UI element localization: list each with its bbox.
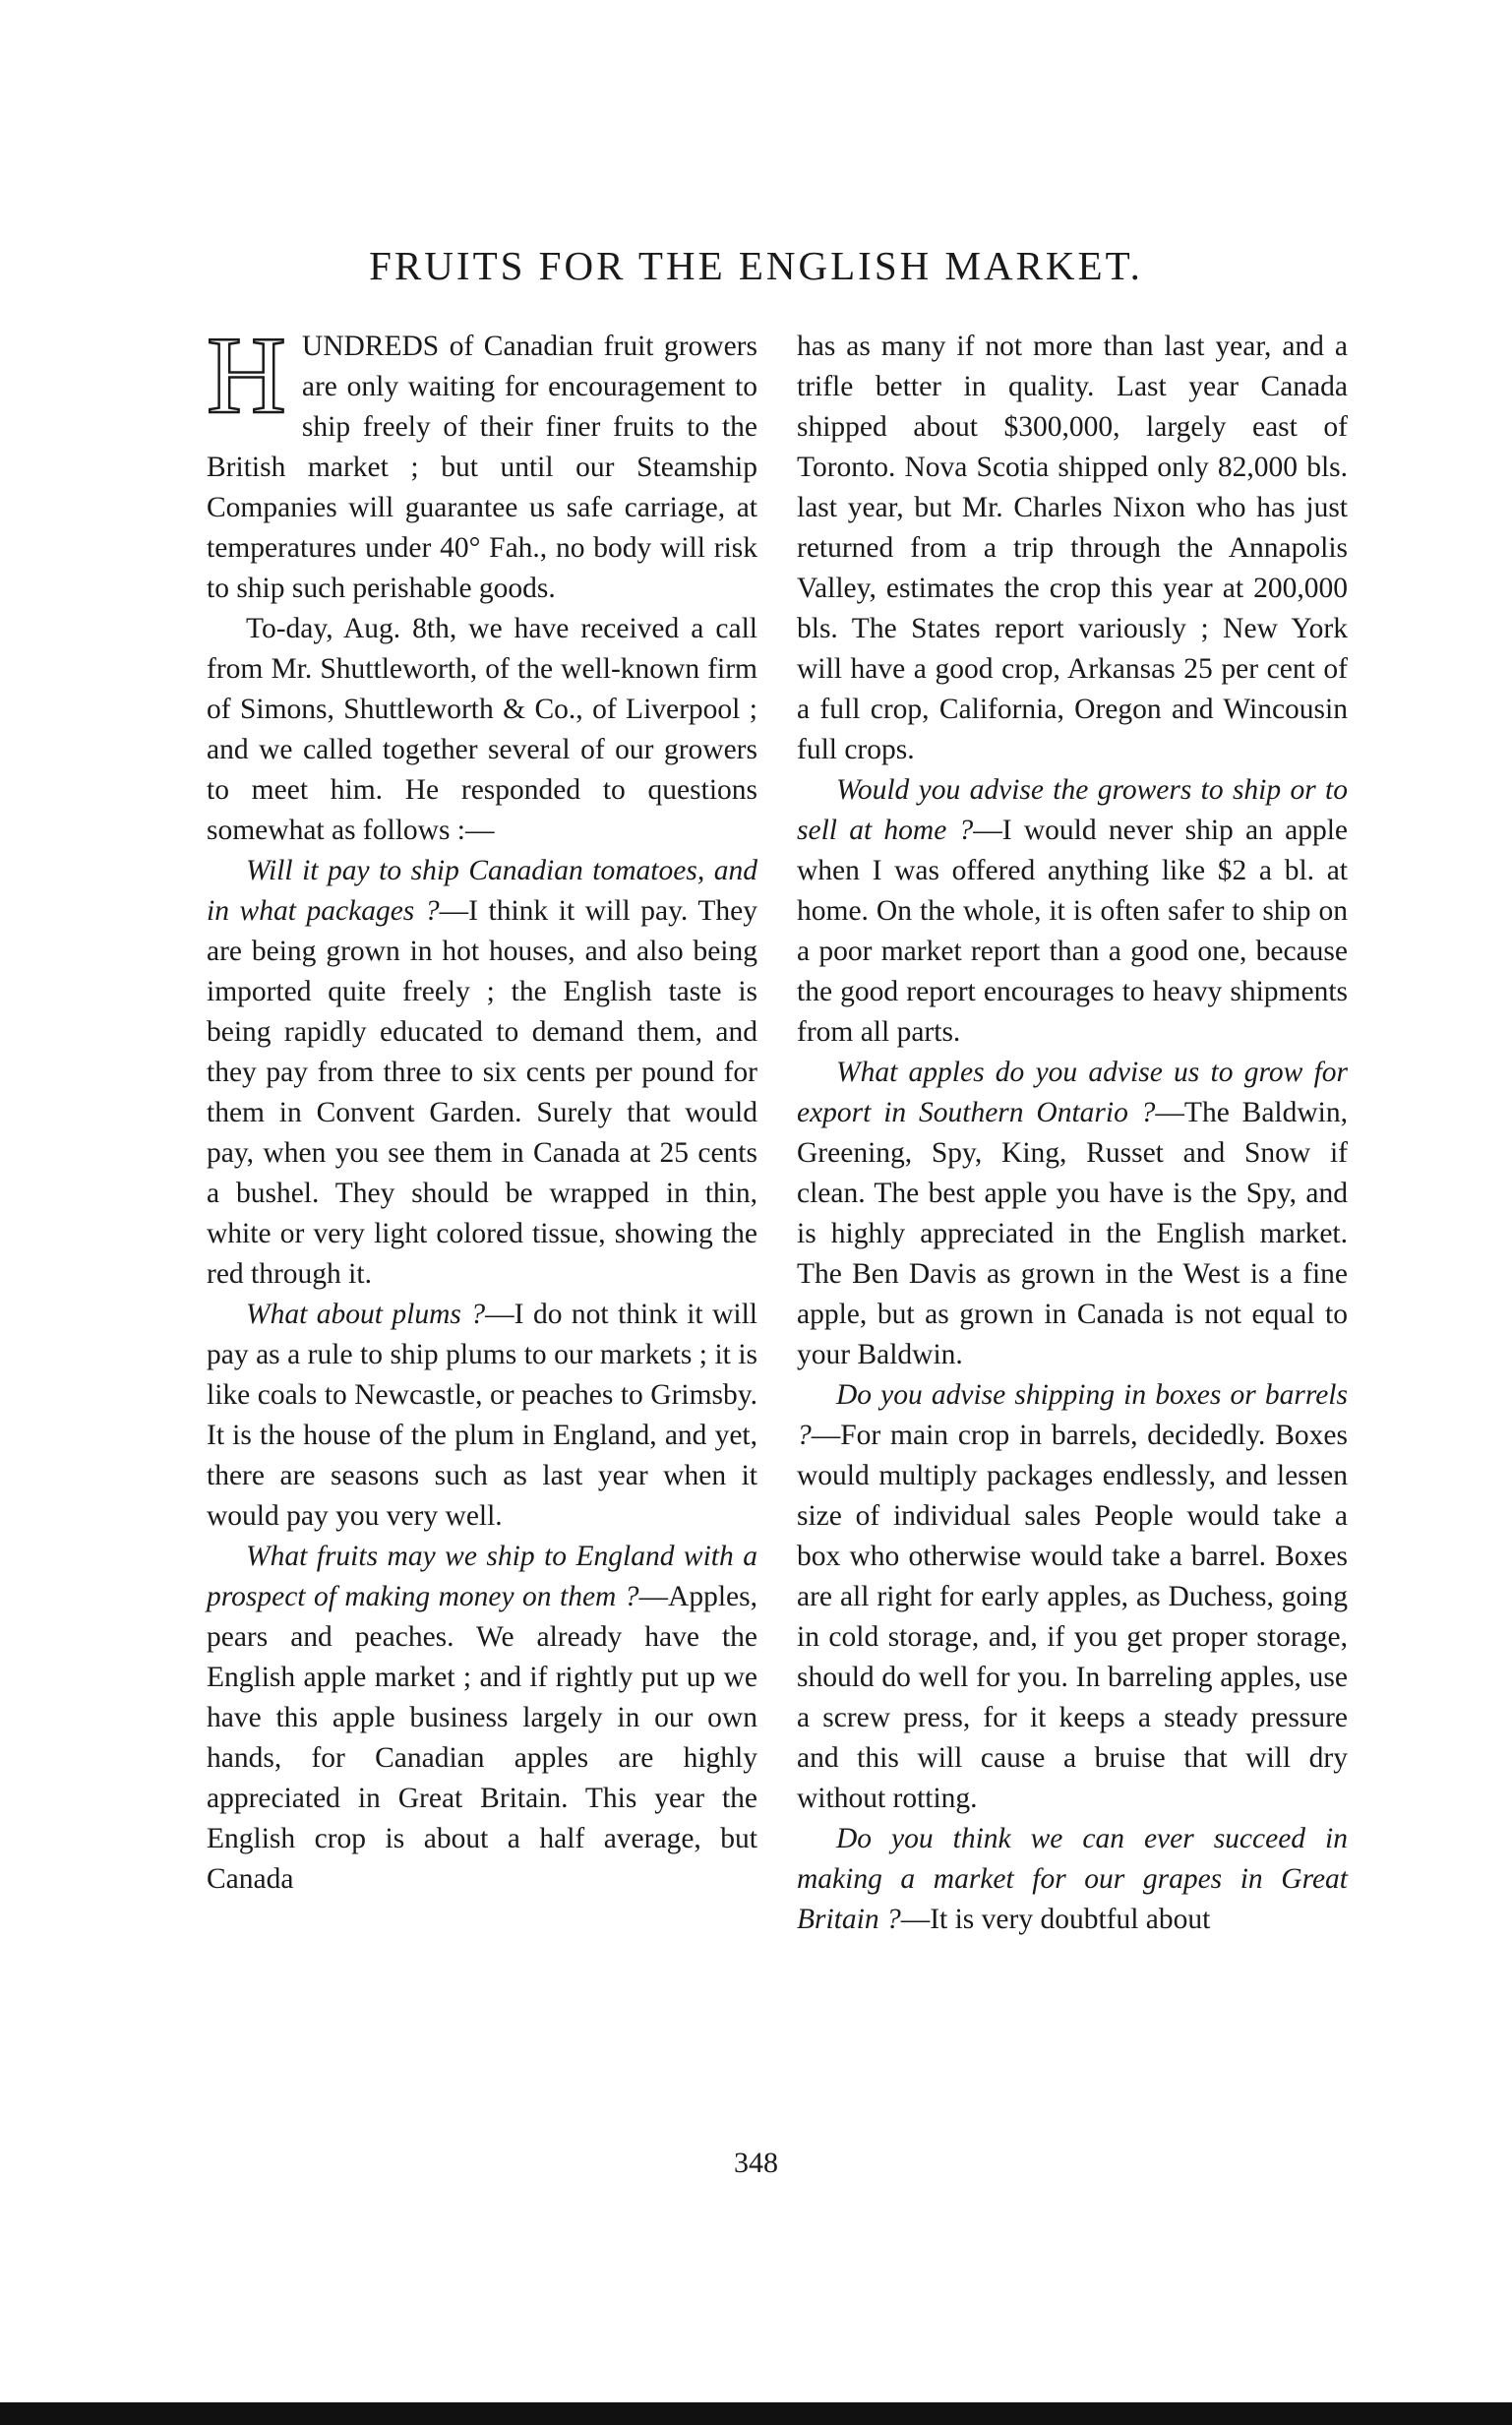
bottom-edge-bar (0, 2402, 1512, 2425)
question-apple-varieties: What apples do you advise us to grow for export in Southern Ontario ? (797, 1057, 1348, 1128)
answer-fruits: —Apples, pears and peaches. We already have the English apple market ; and if rightly put up we have this apple business largely in our own hands, for Canadian apples are highly appreciated in Great Britain. This year the English crop is about a half average, but Canada (207, 1581, 757, 1895)
question-fruits: What fruits may we ship to England with a prospect of making money on them ? (207, 1541, 757, 1612)
qa-boxes-barrels (797, 1375, 1348, 1819)
question-plums: What about plums ? (246, 1299, 486, 1330)
qa-plums (207, 1295, 757, 1537)
left-column (207, 315, 757, 1900)
continued-paragraph: has as many if not more than last year, and a trifle better in quality. Last year Canada shipped about $300,000, largely east of Toronto. Nova Scotia shipped only 82,000 bls. last year, but Mr. Charles Nixon who has just returned from a trip through the Annapolis Valley, estimates the crop this year at 200,000 bls. The States report variously ; New York will have a good crop, Arkansas 25 per cent of a full crop, California, Oregon and Wincousin full crops. (797, 331, 1348, 765)
intro-text: UNDREDS of Canadian fruit growers are only waiting for encouragement to ship freely of their finer fruits to the British market ; but until our Steamship Companies will guarantee us safe carriage, at temperatures under 40° Fah., no body will risk to ship such perishable goods. (207, 331, 757, 604)
answer-tomatoes: —I think it will pay. They are being grown in hot houses, and also being imported quite freely ; the English taste is being rapidly educated to demand them, and they pay from three to six cents per pound for them in Convent Garden. Surely that would pay, when you see them in Canada at 25 cents a bushel. They should be wrapped in thin, white or very light colored tissue, showing the red through it. (207, 895, 757, 1290)
question-tomatoes: Will it pay to ship Canadian tomatoes, and in what packages ? (207, 855, 757, 927)
qa-fruits (207, 1537, 757, 1900)
intro-paragraph (207, 315, 757, 609)
answer-grapes: —It is very doubtful about (900, 1904, 1211, 1935)
qa-grapes (797, 1819, 1348, 1940)
paragraph-visit: To-day, Aug. 8th, we have received a call from Mr. Shuttleworth, of the well-known firm of Simons, Shuttleworth & Co., of Liverpool ; and we called together several of our growers to meet him. He responded to questions somewhat as follows :— (207, 613, 757, 846)
right-column (797, 327, 1348, 1940)
question-boxes-barrels: Do you advise shipping in boxes or barrels ? (797, 1379, 1348, 1451)
qa-apple-varieties (797, 1053, 1348, 1375)
answer-boxes-barrels: —For main crop in barrels, decidedly. Boxes would multiply packages endlessly, and lessen size of individual sales People would take a box who otherwise would take a barrel. Boxes are all right for early apples, as Duchess, going in cold storage, and, if you get proper storage, should do well for you. In barreling apples, use a screw press, for it keeps a steady pressure and this will cause a bruise that will dry without rotting. (797, 1420, 1348, 1814)
question-grapes: Do you think we can ever succeed in making a market for our grapes in Great Britain ? (797, 1823, 1348, 1935)
answer-plums: —I do not think it will pay as a rule to ship plums to our markets ; it is like coals to Newcastle, or peaches to Grimsby. It is the house of the plum in England, and yet, there are seasons such as last year when it would pay you very well. (207, 1299, 757, 1532)
page-title: FRUITS FOR THE ENGLISH MARKET. (369, 243, 1143, 288)
page-number: 348 (734, 2147, 778, 2179)
question-ship-or-sell: Would you advise the growers to ship or to sell at home ? (797, 774, 1348, 846)
answer-apple-varieties: —The Baldwin, Greening, Spy, King, Russet and Snow if clean. The best apple you have is the Spy, and is highly appreciated in the English market. The Ben Davis as grown in the West is a fine apple, but as grown in Canada is not equal to your Baldwin. (797, 1097, 1348, 1370)
answer-ship-or-sell: —I would never ship an apple when I was offered anything like $2 a bl. at home. On the whole, it is often safer to ship on a poor market report than a good one, because the good report encourages to heavy shipments from all parts. (797, 815, 1348, 1048)
qa-ship-or-sell (797, 770, 1348, 1053)
qa-tomatoes (207, 851, 757, 1295)
drop-cap: H (207, 315, 286, 437)
